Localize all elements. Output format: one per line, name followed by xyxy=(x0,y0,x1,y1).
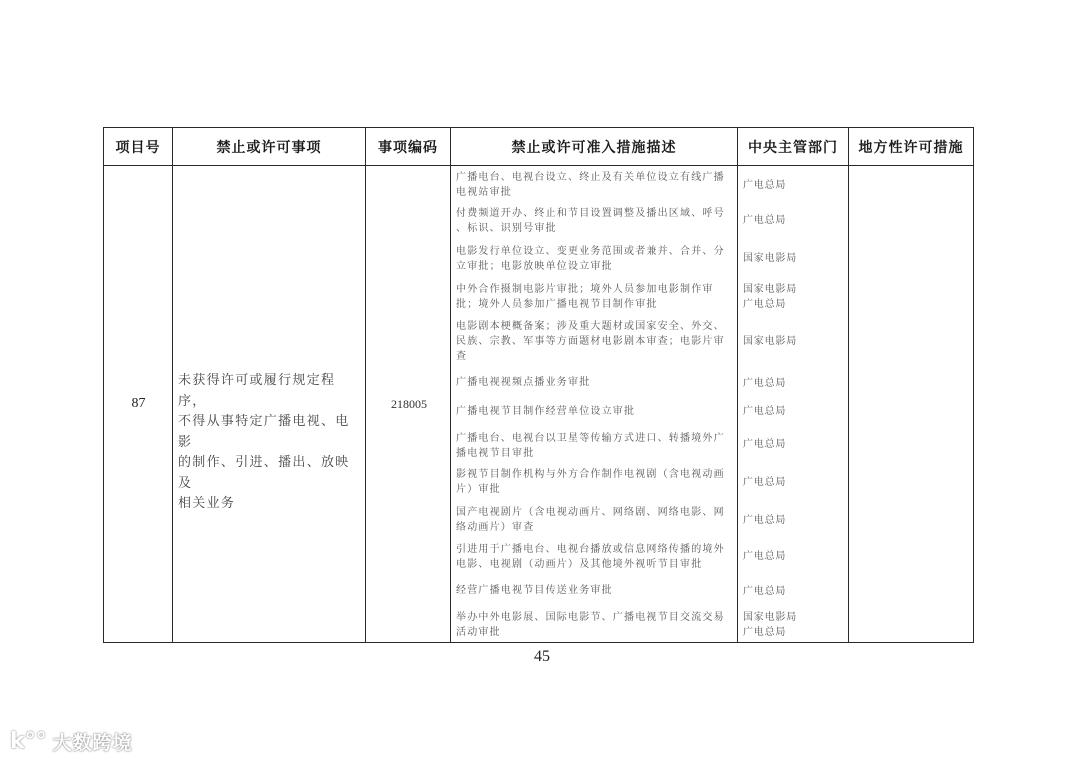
text-line: 不得从事特定广播电视、电影 xyxy=(178,414,350,450)
central-department xyxy=(741,178,849,193)
text-line: 举办中外电影展、国际电影节、广播电视节目交流交易 xyxy=(456,612,725,623)
text-line: 国家电影局 xyxy=(743,336,797,347)
measure-description xyxy=(454,610,736,640)
text-line: 国家电影局 xyxy=(743,253,797,264)
central-department xyxy=(741,610,849,640)
item-number-cell: 87 xyxy=(131,396,146,411)
text-line: 未获得许可或履行规定程序， xyxy=(178,373,336,409)
central-department xyxy=(741,475,849,490)
text-line: 查 xyxy=(456,351,468,362)
header-central-department: 中央主管部门 xyxy=(748,140,838,156)
text-line: 相关业务 xyxy=(178,496,236,511)
text-line: 付费频道开办、终止和节目设置调整及播出区域、呼号 xyxy=(456,208,725,219)
text-line: 广电总局 xyxy=(743,215,787,226)
text-line: 广电总局 xyxy=(743,299,787,310)
column-divider xyxy=(737,128,738,642)
text-line: 电影剧本梗概备案；涉及重大题材或国家安全、外交、 xyxy=(456,321,725,332)
measure-description xyxy=(454,282,736,312)
text-line: 广播电视节目制作经营单位设立审批 xyxy=(456,406,636,417)
text-line: 民族、宗教、军事等方面题材电影剧本审查；电影片审 xyxy=(456,336,725,347)
text-line: 、标识、识别号审批 xyxy=(456,223,557,234)
central-department xyxy=(741,251,849,266)
measure-description xyxy=(454,583,736,598)
central-department xyxy=(741,376,849,391)
header-code: 事项编码 xyxy=(378,140,438,156)
text-line: 电视站审批 xyxy=(456,187,512,198)
text-line: 片）审批 xyxy=(456,484,501,495)
measure-description xyxy=(454,542,736,572)
measure-description xyxy=(454,467,736,497)
central-department xyxy=(741,437,849,452)
measure-description xyxy=(454,375,736,390)
measure-description xyxy=(454,170,736,200)
central-department xyxy=(741,334,849,349)
item-description-cell xyxy=(175,371,361,515)
header-local-measures: 地方性许可措施 xyxy=(858,140,964,156)
text-line: 活动审批 xyxy=(456,627,501,638)
central-department xyxy=(741,404,849,419)
text-line: 播电视节目审批 xyxy=(456,448,535,459)
text-line: 广播电台、电视台设立、终止及有关单位设立有线广播 xyxy=(456,172,725,183)
central-department xyxy=(741,213,849,228)
watermark-logo-icon: k°° xyxy=(10,728,47,754)
measure-description xyxy=(454,319,736,364)
text-line: 络动画片）审查 xyxy=(456,522,535,533)
measure-description xyxy=(454,404,736,419)
text-line: 广电总局 xyxy=(743,586,787,597)
text-line: 广播电视视频点播业务审批 xyxy=(456,377,591,388)
central-department xyxy=(741,584,849,599)
text-line: 广播电台、电视台以卫星等传输方式进口、转播境外广 xyxy=(456,433,725,444)
measure-description xyxy=(454,505,736,535)
column-divider xyxy=(365,128,366,642)
text-line: 影视节目制作机构与外方合作制作电视剧（含电视动画 xyxy=(456,469,725,480)
page-number: 45 xyxy=(534,648,550,665)
central-department xyxy=(741,282,849,312)
text-line: 中外合作摄制电影片审批；境外人员参加电影制作审 xyxy=(456,284,714,295)
text-line: 广电总局 xyxy=(743,515,787,526)
text-line: 广电总局 xyxy=(743,477,787,488)
measure-description xyxy=(454,244,736,274)
regulation-table xyxy=(103,127,974,643)
text-line: 的制作、引进、播出、放映及 xyxy=(178,455,350,491)
text-line: 经营广播电视节目传送业务审批 xyxy=(456,585,613,596)
central-department xyxy=(741,513,849,528)
header-item: 禁止或许可事项 xyxy=(216,140,322,156)
text-line: 批；境外人员参加广播电视节目制作审批 xyxy=(456,299,658,310)
central-department xyxy=(741,549,849,564)
header-item-number: 项目号 xyxy=(115,140,161,156)
text-line: 广电总局 xyxy=(743,180,787,191)
text-line: 广电总局 xyxy=(743,551,787,562)
text-line: 国家电影局 xyxy=(743,612,797,623)
text-line: 广电总局 xyxy=(743,627,787,638)
text-line: 立审批；电影放映单位设立审批 xyxy=(456,261,613,272)
watermark xyxy=(10,725,133,757)
text-line: 广电总局 xyxy=(743,406,787,417)
text-line: 广电总局 xyxy=(743,378,787,389)
text-line: 引进用于广播电台、电视台播放或信息网络传播的境外 xyxy=(456,544,725,555)
item-code-cell: 218005 xyxy=(391,396,427,411)
measure-description xyxy=(454,431,736,461)
watermark-text: 大数跨境 xyxy=(52,731,133,754)
text-line: 国产电视剧片（含电视动画片、网络剧、网络电影、网 xyxy=(456,507,725,518)
text-line: 电影、电视剧（动画片）及其他境外视听节目审批 xyxy=(456,559,703,570)
text-line: 电影发行单位设立、变更业务范围或者兼并、合并、分 xyxy=(456,246,725,257)
text-line: 国家电影局 xyxy=(743,284,797,295)
header-measure-description: 禁止或许可准入措施描述 xyxy=(511,140,677,156)
text-line: 广电总局 xyxy=(743,439,787,450)
measure-description xyxy=(454,206,736,236)
